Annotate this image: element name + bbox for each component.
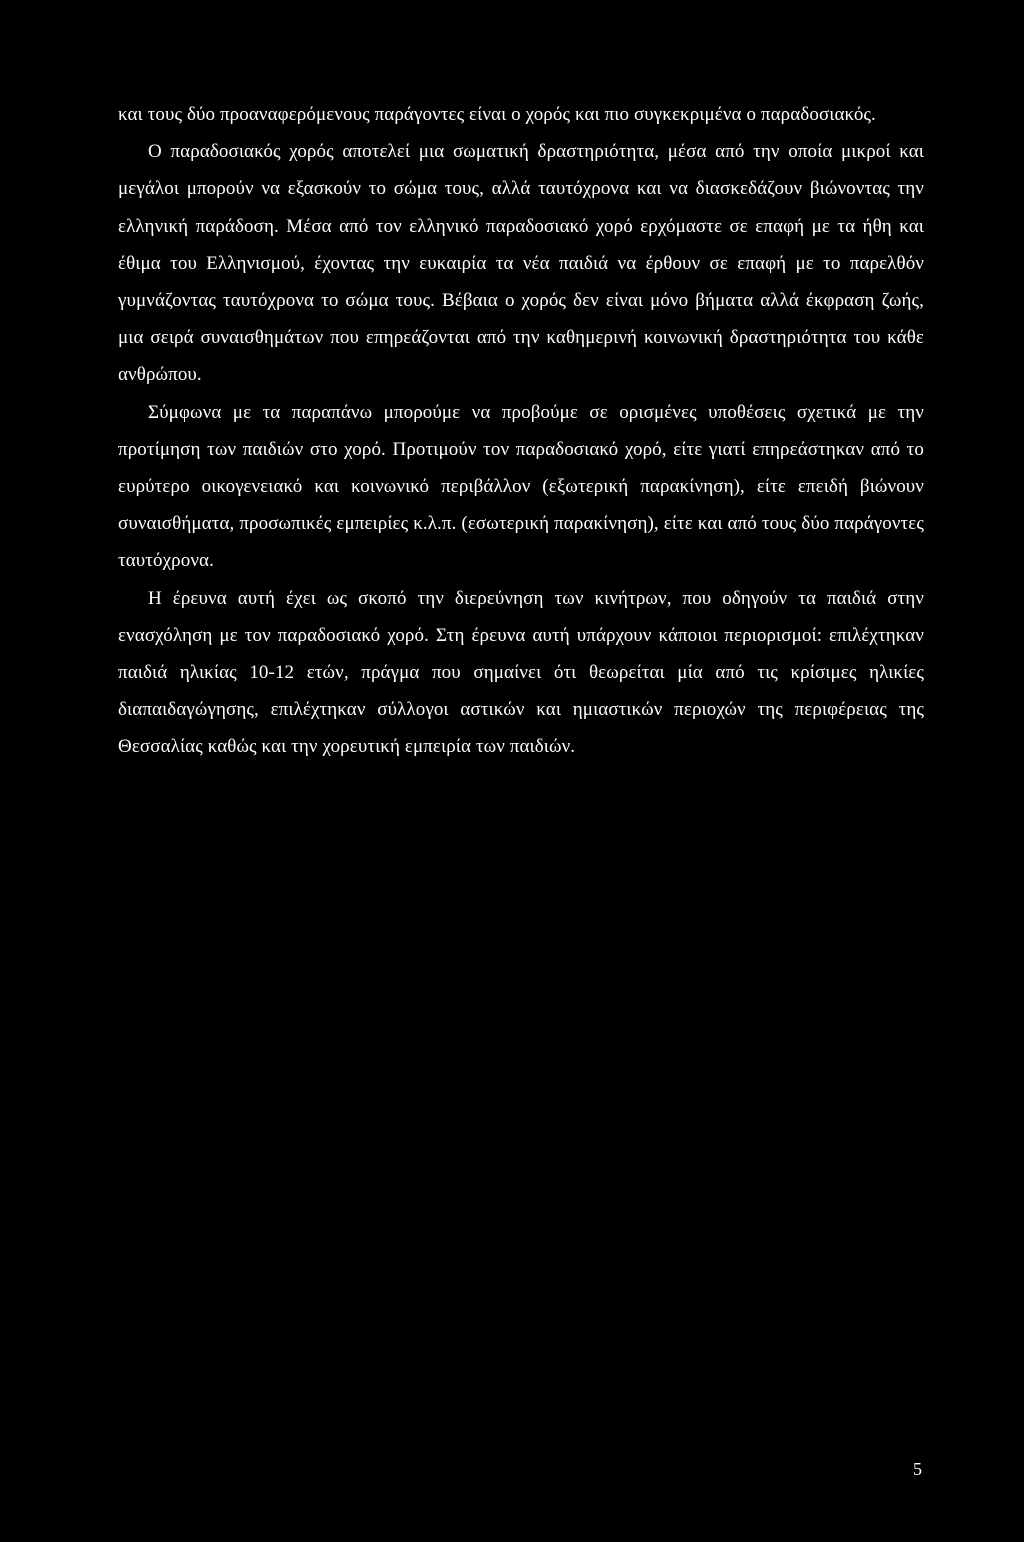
page-number: 5 — [913, 1459, 922, 1479]
paragraph-research-aim: Η έρευνα αυτή έχει ως σκοπό την διερεύνηση των κινήτρων, που οδηγούν τα παιδιά στην ενασχόληση με τον παραδοσιακό χορό. Στη έρευνα αυτή υπάρχουν κάποιοι περιορισμοί: επιλέχτηκαν παιδιά ηλικίας 10-12 ετών, πράγμα που σημαίνει ότι θεωρείται μία από τις κρίσιμες ηλικίες διαπαιδαγώγησης, επιλέχτηκαν σύλλογοι αστικών και ημιαστικών περιοχών της περιφέρειας της Θεσσαλίας καθώς και την χορευτική εμπειρία των παιδιών. — [118, 587, 924, 758]
paragraph-traditional-dance: Ο παραδοσιακός χορός αποτελεί μια σωματική δραστηριότητα, μέσα από την οποία μικροί και μεγάλοι μπορούν να εξασκούν το σώμα τους, αλλά ταυτόχρονα και να διασκεδάζουν βιώνοντας την ελληνική παράδοση. Μέσα από τον ελληνικό παραδοσιακό χορό ερχόμαστε σε επαφή με τα ήθη και έθιμα του Ελληνισμού, έχοντας την ευκαιρία τα νέα παιδιά να έρθουν σε επαφή με το παρελθόν γυμνάζοντας ταυτόχρονα το σώμα τους. Βέβαια ο χορός δεν είναι μόνο βήματα αλλά έκφραση ζωής, μια σειρά συναισθημάτων που επηρεάζονται από την καθημερινή κοινωνική δραστηριότητα του κάθε ανθρώπου. — [118, 141, 924, 386]
paragraph-hypotheses: Σύμφωνα με τα παραπάνω μπορούμε να προβούμε σε ορισμένες υποθέσεις σχετικά με την προτίμηση των παιδιών στο χορό. Προτιμούν τον παραδοσιακό χορό, είτε γιατί επηρεάστηκαν από το ευρύτερο οικογενειακό και κοινωνικό περιβάλλον (εξωτερική παρακίνηση), είτε επειδή βιώνουν συναισθήματα, προσωπικές εμπειρίες κ.λ.π. (εσωτερική παρακίνηση), είτε και από τους δύο παράγοντες ταυτόχρονα. — [118, 401, 924, 572]
document-body — [118, 96, 924, 766]
paragraph-continuation: και τους δύο προαναφερόμενους παράγοντες είναι ο χορός και πιο συγκεκριμένα ο παραδοσιακός. — [118, 104, 876, 125]
